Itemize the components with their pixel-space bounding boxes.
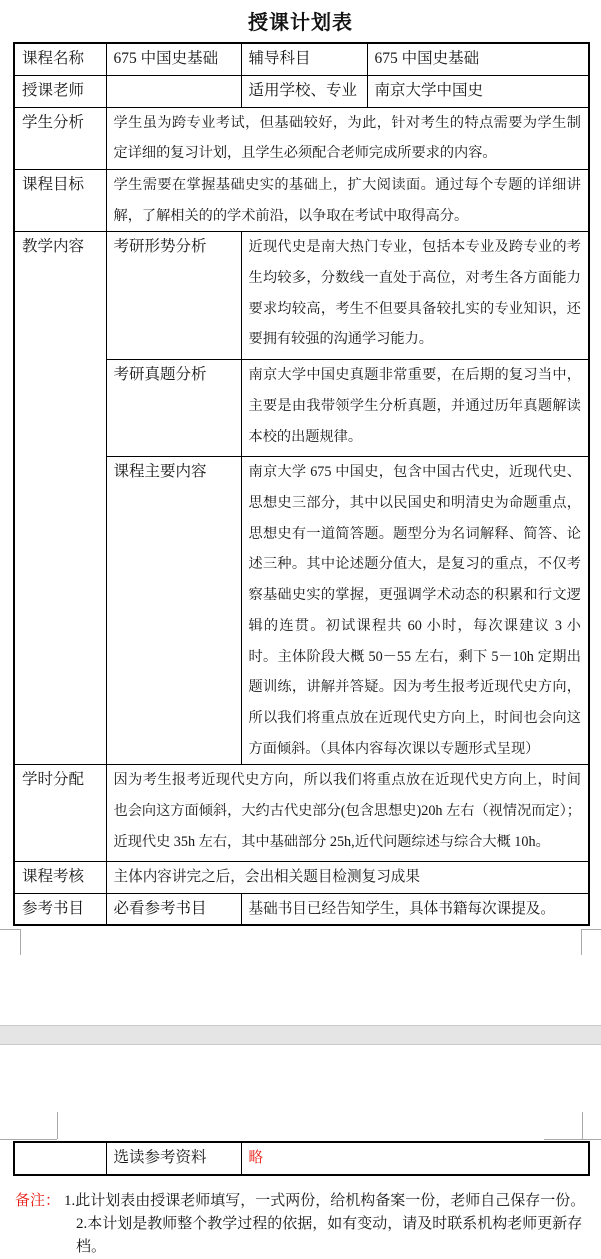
student-analysis-label: 学生分析 bbox=[14, 107, 106, 169]
course-main-content-text: 南京大学 675 中国史，包含中国古代史，近现代史、思想史三部分，其中以民国史和明清史为命题重点，思想史有一道简答题。题型分为名词解释、简答、论述三种。其中论述题分值大，是复习的重点，不仅考察基础史实的掌握，更强调学术动态的积累和行文逻辑的连贯。初试课程共 60 小时，每次课建议 3 小时。主体阶段大概 50－55 左右，剩下 5－10h 定期出题训练，讲解并答疑。因为考生报考近现代史方向，所以我们将重点放在近现代史方向上，时间也会向这方面倾斜。（具体内容每次课以专题形式呈现） bbox=[241, 457, 589, 765]
exam-situation-content: 近现代史是南大热门专业，包括本专业及跨专业的考生均较多，分数线一直处于高位，对考生各方面能力要求均较高，考生不但要具备较扎实的专业知识，还要拥有较强的沟通学习能力。 bbox=[241, 232, 589, 360]
references-continued-empty-cell bbox=[14, 1142, 106, 1175]
teacher-value-empty bbox=[106, 75, 241, 107]
optional-reading-label: 选读参考资料 bbox=[106, 1142, 241, 1175]
course-goal-label: 课程目标 bbox=[14, 169, 106, 231]
remarks-block bbox=[15, 1190, 595, 1259]
remarks-items bbox=[64, 1190, 595, 1259]
exam-situation-label: 考研形势分析 bbox=[106, 232, 241, 360]
page2-margin-mark-right-v bbox=[582, 1112, 583, 1139]
course-main-content-label: 课程主要内容 bbox=[106, 457, 241, 765]
course-goal-content: 学生需要在掌握基础史实的基础上，扩大阅读面。通过每个专题的详细讲解，了解相关的的学术前沿，以争取在考试中取得高分。 bbox=[106, 169, 589, 231]
page1-margin-mark-right-h bbox=[581, 929, 601, 930]
table-row bbox=[14, 893, 589, 925]
page-title: 授课计划表 bbox=[248, 12, 353, 34]
references-continuation-table bbox=[13, 1141, 590, 1176]
tutoring-subject-value: 675 中国史基础 bbox=[367, 43, 589, 75]
table-row bbox=[14, 232, 589, 360]
tutoring-subject-label: 辅导科目 bbox=[241, 43, 367, 75]
table-row bbox=[14, 169, 589, 231]
teaching-plan-table bbox=[13, 42, 590, 926]
hours-allocation-label: 学时分配 bbox=[14, 765, 106, 862]
page2-margin-mark-left-v bbox=[57, 1112, 58, 1139]
student-analysis-content: 学生虽为跨专业考试，但基础较好，为此，针对考生的特点需要为学生制定详细的复习计划，且学生必须配合老师完成所要求的内容。 bbox=[106, 107, 589, 169]
table-row bbox=[14, 862, 589, 894]
table-row bbox=[14, 1142, 589, 1175]
past-papers-content: 南京大学中国史真题非常重要，在后期的复习当中，主要是由我带领学生分析真题，并通过历年真题解读本校的出题规律。 bbox=[241, 360, 589, 457]
course-name-value: 675 中国史基础 bbox=[106, 43, 241, 75]
page1-margin-mark-left-h bbox=[0, 929, 20, 930]
hours-allocation-content: 因为考生报考近现代史方向，所以我们将重点放在近现代史方向上，时间也会向这方面倾斜，大约古代史部分(包含思想史)20h 左右（视情况而定）；近现代史 35h 左右，其中基础部分 25h,近代问题综述与综合大概 10h。 bbox=[106, 765, 589, 862]
school-major-value: 南京大学中国史 bbox=[367, 75, 589, 107]
must-read-label: 必看参考书目 bbox=[106, 893, 241, 925]
page2-margin-mark-right-h bbox=[544, 1139, 601, 1140]
page-separator bbox=[0, 1025, 601, 1045]
remarks-label: 备注： bbox=[15, 1193, 61, 1209]
page2-margin-mark-left-h bbox=[0, 1139, 57, 1140]
teaching-content-label: 教学内容 bbox=[14, 232, 106, 765]
assessment-content: 主体内容讲完之后，会出相关题目检测复习成果 bbox=[106, 862, 589, 894]
school-major-label: 适用学校、专业 bbox=[241, 75, 367, 107]
teacher-label: 授课老师 bbox=[14, 75, 106, 107]
page1-margin-mark-left-v bbox=[20, 929, 21, 955]
past-papers-label: 考研真题分析 bbox=[106, 360, 241, 457]
optional-reading-content: 略 bbox=[241, 1142, 589, 1175]
assessment-label: 课程考核 bbox=[14, 862, 106, 894]
table-row bbox=[14, 75, 589, 107]
table-row bbox=[14, 765, 589, 862]
remark-item-2: 2.本计划是教师整个教学过程的依据，如有变动，请及时联系机构老师更新存档。 bbox=[76, 1216, 583, 1255]
table-row bbox=[14, 107, 589, 169]
table-row bbox=[14, 43, 589, 75]
remark-item-1: 1.此计划表由授课老师填写，一式两份，给机构备案一份，老师自己保存一份。 bbox=[64, 1193, 586, 1209]
course-name-label: 课程名称 bbox=[14, 43, 106, 75]
must-read-content: 基础书目已经告知学生，具体书籍每次课提及。 bbox=[241, 893, 589, 925]
references-label: 参考书目 bbox=[14, 893, 106, 925]
page1-margin-mark-right-v bbox=[581, 929, 582, 955]
